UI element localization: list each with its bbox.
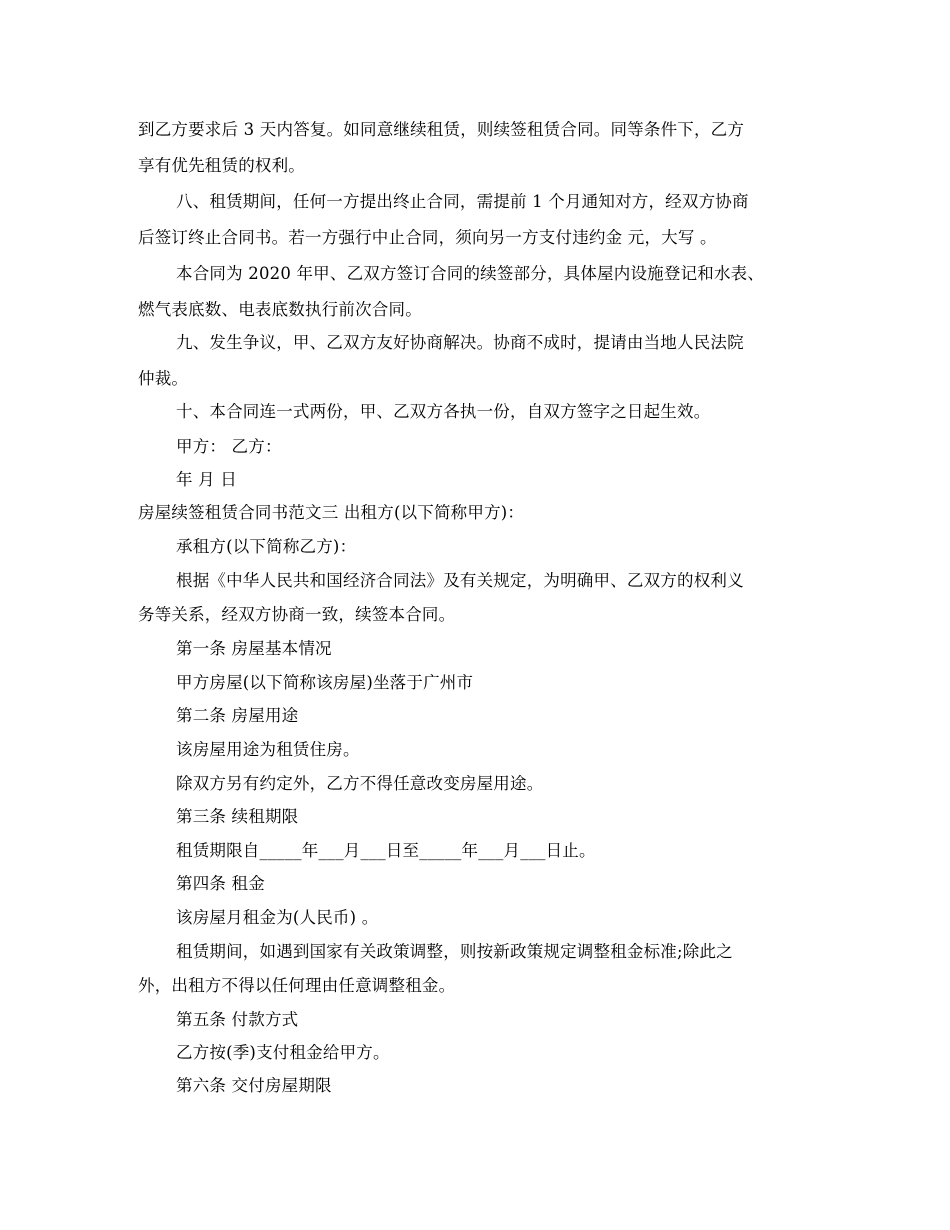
text-line: 务等关系，经双方协商一致，续签本合同。 — [138, 605, 456, 624]
text-line: 外，出租方不得以任何理由任意调整租金。 — [138, 976, 456, 995]
text-line: 根据《中华人民共和国经济合同法》及有关规定，为明确甲、乙双方的权利义 — [176, 571, 744, 590]
text-line: 本合同为 2020 年甲、乙双方签订合同的续签部分，具体屋内设施登记和水表、 — [176, 264, 765, 283]
text-line: 到乙方要求后 3 天内答复。如同意继续租赁，则续签租赁合同。同等条件下，乙方 — [138, 120, 745, 139]
text-line: 除双方另有约定外，乙方不得任意改变房屋用途。 — [176, 774, 544, 793]
clause-ten: 十、本合同连一式两份，甲、乙双方各执一份，自双方签字之日起生效。 — [176, 402, 711, 421]
text-line: 仲裁。 — [138, 369, 189, 388]
text-line: 租赁期限自_____年___月___日至_____年___月___日止。 — [176, 841, 596, 860]
text-line: 后签订终止合同书。若一方强行中止合同，须向另一方支付违约金 元，大写 。 — [138, 228, 717, 247]
text-line: 燃气表底数、电表底数执行前次合同。 — [138, 300, 422, 319]
text-line: 租赁期间，如遇到国家有关政策调整，则按新政策规定调整租金标准;除此之 — [176, 942, 733, 961]
text-line: 承租方(以下简称乙方)： — [176, 537, 357, 556]
clause-nine: 九、发生争议，甲、乙双方友好协商解决。协商不成时，提请由当地人民法院 — [176, 333, 744, 352]
text-line: 甲方房屋(以下简称该房屋)坐落于广州市 — [176, 673, 474, 692]
section-title: 房屋续签租赁合同书范文三 出租方(以下简称甲方)： — [138, 503, 525, 522]
signature-date: 年 月 日 — [176, 470, 237, 489]
text-line: 该房屋用途为租赁住房。 — [176, 740, 360, 759]
text-line: 乙方按(季)支付租金给甲方。 — [176, 1043, 390, 1062]
text-line: 享有优先租赁的权利。 — [138, 156, 305, 175]
article-heading: 第二条 房屋用途 — [176, 706, 299, 725]
clause-eight: 八、租赁期间，任何一方提出终止合同，需提前 1 个月通知对方，经双方协商 — [176, 192, 749, 211]
article-heading: 第五条 付款方式 — [176, 1010, 299, 1029]
article-heading: 第一条 房屋基本情况 — [176, 639, 332, 658]
signature-parties: 甲方： 乙方： — [176, 437, 282, 456]
article-heading: 第四条 租金 — [176, 874, 265, 893]
text-line: 该房屋月租金为(人民币) 。 — [176, 908, 379, 927]
article-heading: 第六条 交付房屋期限 — [176, 1076, 332, 1095]
article-heading: 第三条 续租期限 — [176, 807, 299, 826]
